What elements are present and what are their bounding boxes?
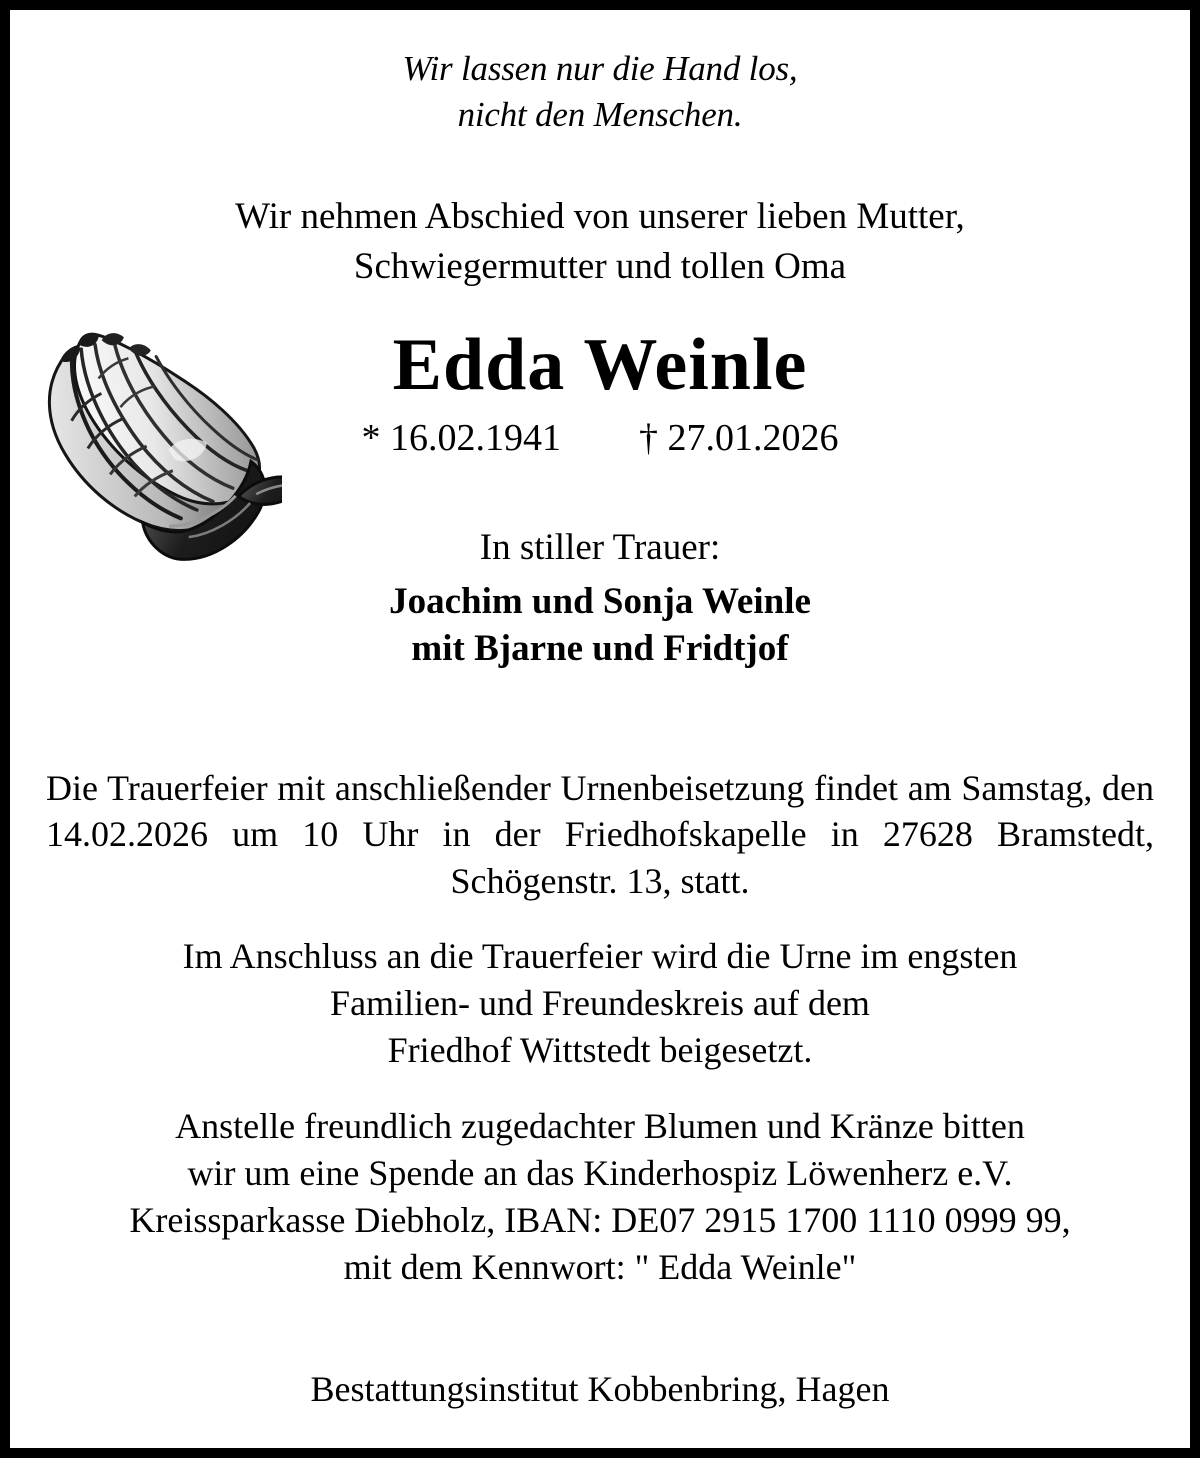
mourners-block xyxy=(30,462,1170,673)
mourners-names xyxy=(30,572,1170,673)
service-details: Die Trauerfeier mit anschließender Urnenbeisetzung findet am Samstag, den 14.02.2026 um 10 Uhr in der Friedhofskapelle in 27628 Bramstedt, Schögenstr. 13, statt. xyxy=(46,767,1154,902)
mourners-intro: In stiller Trauer: xyxy=(479,526,721,568)
deceased-name: Edda Weinle xyxy=(392,323,808,406)
birth-date: * 16.02.1941 xyxy=(361,417,561,460)
burial-details xyxy=(30,905,1170,1073)
mourners-line-2: mit Bjarne und Fridtjof xyxy=(411,628,789,670)
burial-line-2: Familien- und Freundeskreis auf dem xyxy=(330,982,870,1023)
donation-request xyxy=(30,1073,1170,1290)
epigraph-line-2: nicht den Menschen. xyxy=(457,95,743,135)
donation-keyword-line: mit dem Kennwort: " Edda Weinle" xyxy=(343,1246,857,1287)
epigraph xyxy=(30,12,1170,138)
burial-line-3: Friedhof Wittstedt beigesetzt. xyxy=(387,1029,813,1070)
funeral-home: Bestattungsinstitut Kobbenbring, Hagen xyxy=(310,1368,890,1409)
mourners-line-1: Joachim und Sonja Weinle xyxy=(389,580,811,622)
notice-inner-frame xyxy=(10,10,1190,1448)
death-date: † 27.01.2026 xyxy=(639,417,839,460)
farewell-lead-line-2: Schwiegermutter und tollen Oma xyxy=(353,245,847,287)
deceased-block xyxy=(30,291,1170,462)
lifespan xyxy=(30,406,1170,462)
donation-line-2: wir um eine Spende an das Kinderhospiz Löwenherz e.V. xyxy=(187,1153,1013,1194)
farewell-lead-line-1: Wir nehmen Abschied von unserer lieben Mutter, xyxy=(235,196,965,238)
farewell-lead xyxy=(30,138,1170,290)
epigraph-line-1: Wir lassen nur die Hand los, xyxy=(402,49,798,88)
donation-iban-line: Kreissparkasse Diebholz, IBAN: DE07 2915 1700 1110 0999 99, xyxy=(129,1199,1071,1240)
notice-content xyxy=(12,12,1188,1446)
burial-line-1: Im Anschluss an die Trauerfeier wird die Urne im engsten xyxy=(182,935,1018,976)
donation-line-1: Anstelle freundlich zugedachter Blumen und Kränze bitten xyxy=(175,1106,1025,1147)
